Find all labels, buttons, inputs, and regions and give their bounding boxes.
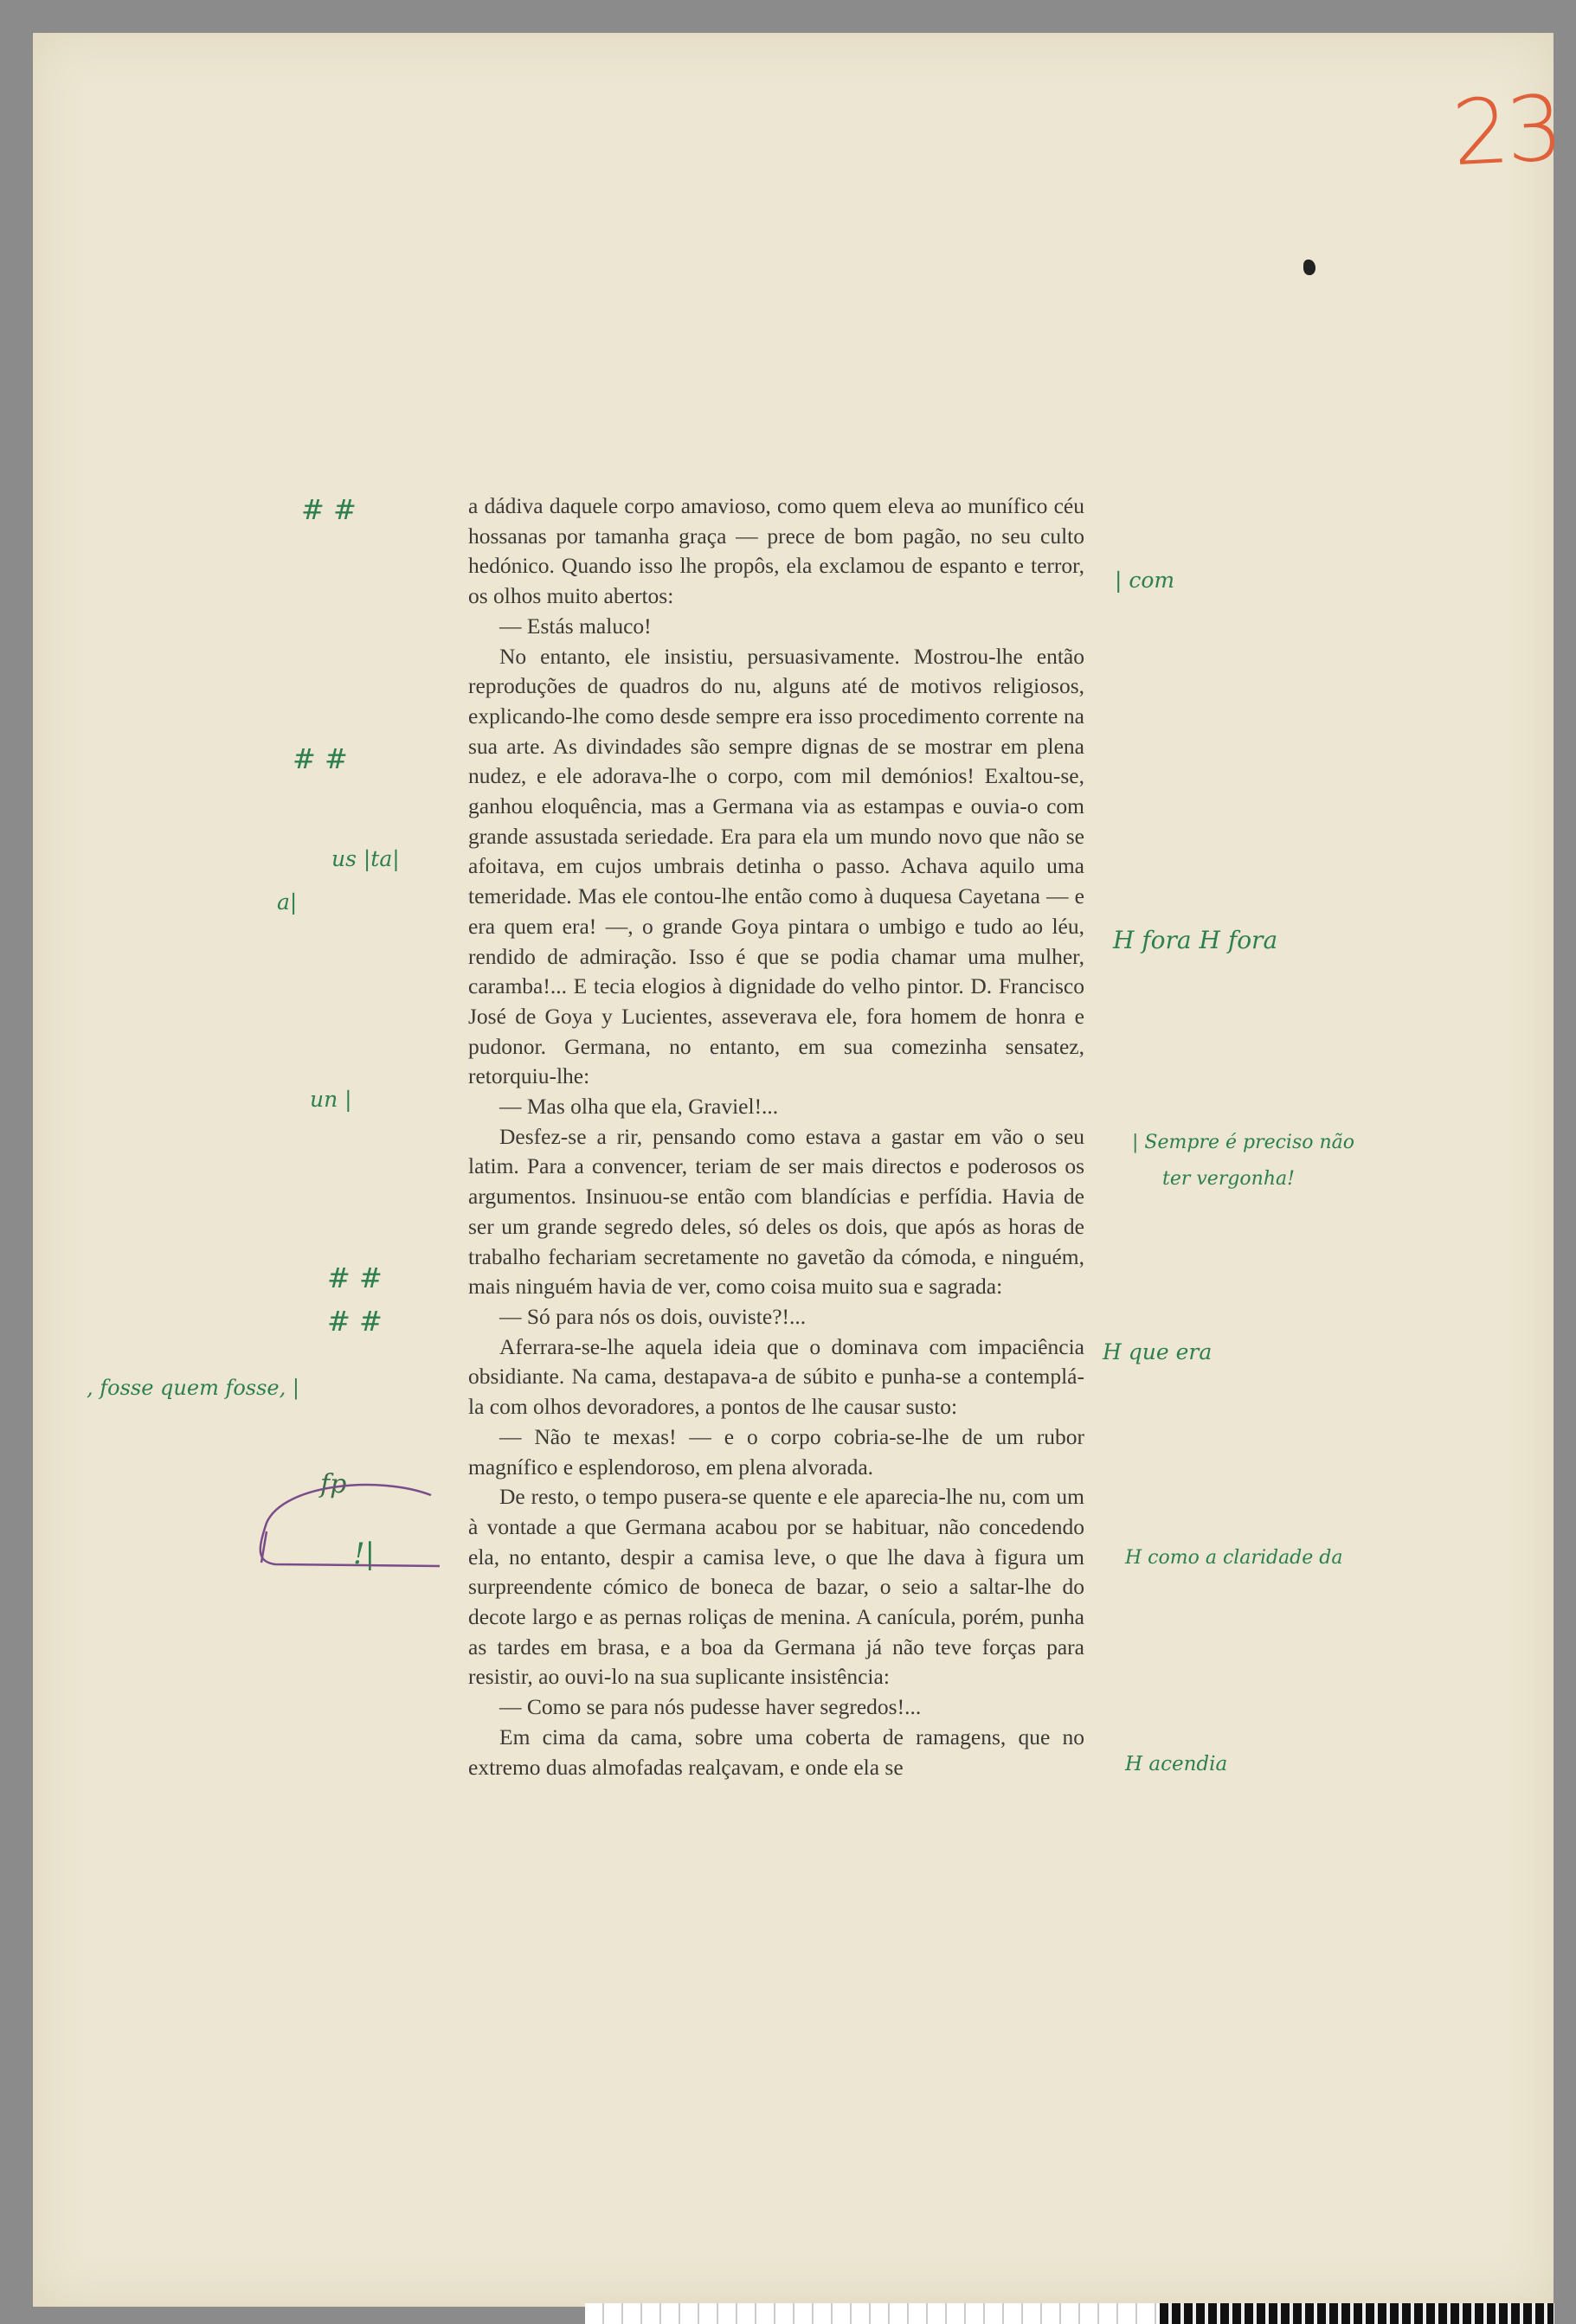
margin-note-hash: # # bbox=[301, 493, 357, 526]
ink-speck bbox=[1303, 260, 1315, 275]
margin-note-claridade: H como a claridade da bbox=[1125, 1547, 1343, 1569]
paragraph: a dádiva daquele corpo amavioso, como quem eleva ao munífico céu hossanas por tamanha graça — prece de bom pagão, no seu culto hedónico. Quando isso lhe propôs, ela exclamou de espanto e terror, os olhos muito abertos: bbox=[468, 493, 1084, 609]
margin-note-bang: !| bbox=[353, 1537, 376, 1571]
margin-note-vergonha: ter vergonha! bbox=[1162, 1168, 1295, 1190]
margin-note-hash: # # bbox=[293, 742, 348, 775]
margin-note-a: a| bbox=[277, 889, 298, 915]
margin-note-hash: # # bbox=[327, 1262, 383, 1294]
margin-note-fp: fp bbox=[320, 1469, 347, 1499]
margin-note-us: us |ta| bbox=[331, 846, 400, 871]
purple-loop-mark bbox=[249, 1480, 457, 1575]
paragraph: Em cima da cama, sobre uma coberta de ramagens, que no extremo duas almofadas realçavam, e onde ela se bbox=[468, 1724, 1084, 1780]
margin-note-sempre: | Sempre é preciso não bbox=[1132, 1132, 1355, 1153]
dialogue-line: — Só para nós os dois, ouviste?!... bbox=[499, 1303, 807, 1329]
paragraph: No entanto, ele insistiu, persuasivamente. Mostrou-lhe então reproduções de quadros do nu, alguns até de motivos religiosos, explicando-lhe como desde sempre era isso procedimento corrente na sua arte. As divindades são sempre dignas de se mostrar em plena nudez, e ele adorava-lhe o corpo, com mil demónios! Exaltou-se, ganhou eloquência, mas a Germana via as estampas e ouvia-o com grande assustada seriedade. Era para ela um mundo novo que não se afoitava, em cujos umbrais detinha o passo. Achava aquilo uma temeridade. Mas ele contou-lhe então como à duquesa Cayetana — e era quem era! —, o grande Goya pintara o umbigo e tudo ao léu, rendido de admiração. Isso é que se podia chamar uma mulher, caramba!... E tecia elogios à dignidade do velho pintor. D. Francisco José de Goya y Lucientes, asseverava ele, fora homem de honra e pudonor. Germana, no entanto, em sua comezinha sensatez, retorquiu-lhe: bbox=[468, 643, 1084, 1089]
page-number: 23 bbox=[1449, 74, 1563, 187]
color-scale-bar bbox=[1160, 2303, 1553, 2324]
paragraph: Aferrara-se-lhe aquela ideia que o dominava com impaciência obsidiante. Na cama, destapava-a de súbito e punha-se a contemplá-la com olhos devoradores, a pontos de lhe causar susto: bbox=[468, 1333, 1084, 1420]
manuscript-page bbox=[33, 33, 1563, 2307]
dialogue-line: — Estás maluco! bbox=[499, 613, 652, 639]
body-text bbox=[468, 491, 1084, 1782]
margin-note-hash: # # bbox=[327, 1305, 383, 1338]
margin-note-fosse: , fosse quem fosse, | bbox=[87, 1376, 299, 1400]
dialogue-line: — Não te mexas! — e o corpo cobria-se-lhe de um rubor magnífico e esplendoroso, em plena alvorada. bbox=[468, 1423, 1084, 1480]
dialogue-line: — Mas olha que ela, Graviel!... bbox=[499, 1094, 779, 1120]
paragraph: Desfez-se a rir, pensando como estava a gastar em vão o seu latim. Para a convencer, teriam de ser mais directos e poderosos os argumentos. Insinuou-se então com blandícias e perfídia. Havia de ser um grande segredo deles, só deles os dois, que após as horas de trabalho fechariam secretamente no gavetão da cómoda, e ninguém, mais ninguém havia de ver, como coisa muito sua e sagrada: bbox=[468, 1123, 1084, 1300]
margin-note-fora: H fora H fora bbox=[1113, 926, 1278, 954]
dialogue-line: — Como se para nós pudesse haver segredos!... bbox=[499, 1694, 922, 1720]
margin-note-com: | com bbox=[1115, 568, 1175, 593]
paragraph: De resto, o tempo pusera-se quente e ele aparecia-lhe nu, com um à vontade a que Germana acabou por se habituar, não concedendo ela, no entanto, despir a camisa leve, o que lhe dava à figura um surpreendente cómico de boneca de bazar, o seio a saltar-lhe do decote largo e as pernas roliças de menina. A canícula, porém, punha as tardes em brasa, e a boa da Germana já não teve forças para resistir, ao ouvi-lo na sua suplicante insistência: bbox=[468, 1484, 1084, 1690]
margin-note-un: un | bbox=[310, 1087, 352, 1112]
margin-note-que-era: H que era bbox=[1103, 1339, 1213, 1364]
margin-note-acendia: H acendia bbox=[1125, 1753, 1228, 1775]
